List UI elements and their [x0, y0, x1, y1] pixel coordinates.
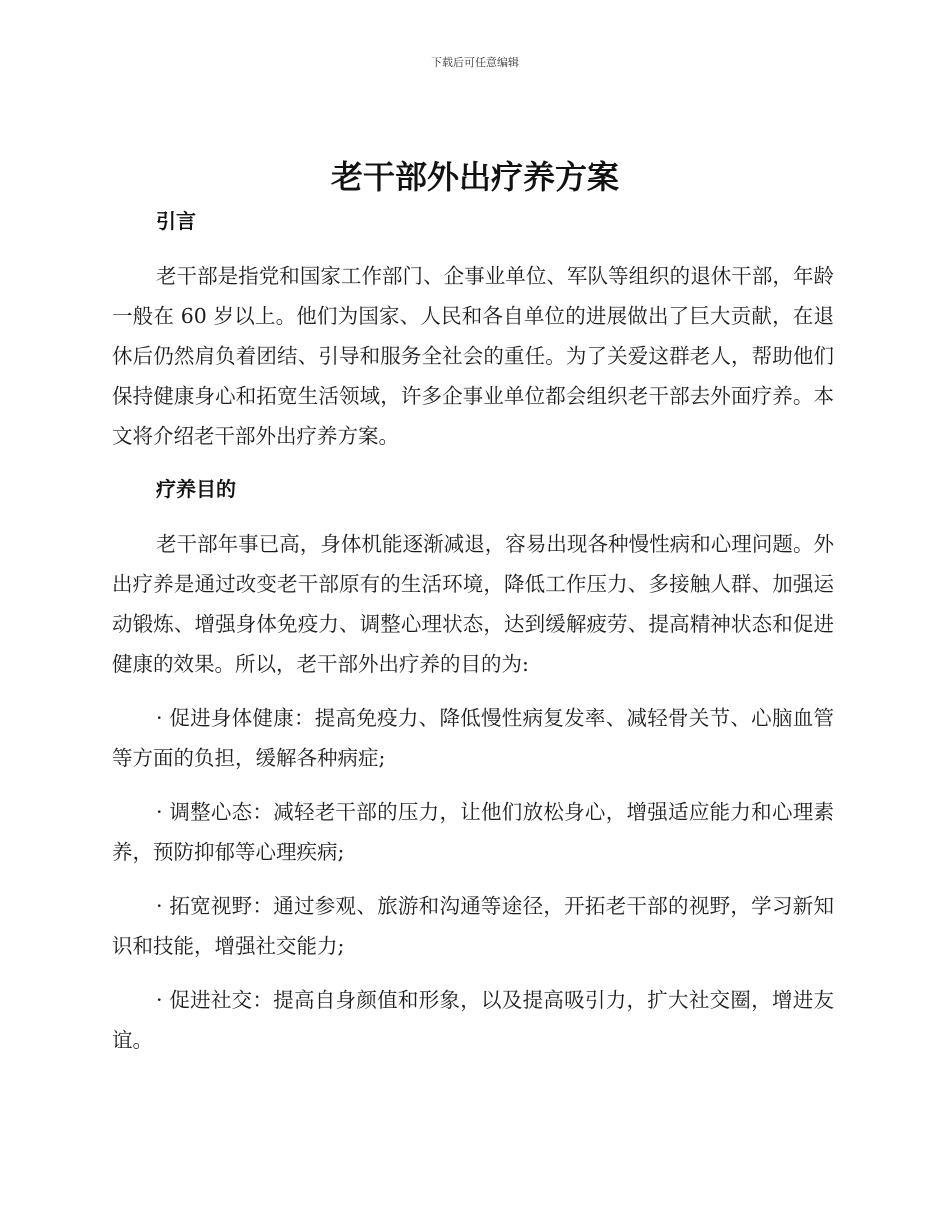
bullet-item-health: · 促进身体健康：提高免疫力、降低慢性病复发率、减轻骨关节、心脑血管等方面的负担，缓解各种病症;: [112, 706, 834, 770]
intro-paragraph: 老干部是指党和国家工作部门、企事业单位、军队等组织的退休干部，年龄一般在 60 岁以上。他们为国家、人民和各自单位的进展做出了巨大贡献，在退休后仍然肩负着团结、引导和服务全社会的重任。为了关爱这群老人，帮助他们保持健康身心和拓宽生活领域，许多企事业单位都会组织老干部去外面疗养。本文将介绍老干部外出疗养方案。: [112, 264, 834, 448]
bullet-item-horizons: · 拓宽视野：通过参观、旅游和沟通等途径，开拓老干部的视野，学习新知识和技能，增强社交能力;: [112, 894, 834, 958]
header-note: 下载后可任意编辑: [431, 56, 519, 69]
purpose-paragraph: 老干部年事已高，身体机能逐渐减退，容易出现各种慢性病和心理问题。外出疗养是通过改变老干部原有的生活环境，降低工作压力、多接触人群、加强运动锻炼、增强身体免疫力、调整心理状态，达到缓解疲劳、提高精神状态和促进健康的效果。所以，老干部外出疗养的目的为:: [112, 532, 834, 676]
document-body: [112, 200, 834, 1060]
document-title: 老干部外出疗养方案: [330, 158, 619, 196]
bullet-item-mindset: · 调整心态：减轻老干部的压力，让他们放松身心，增强适应能力和心理素养，预防抑郁等心理疾病;: [112, 800, 834, 864]
bullet-item-social: · 促进社交：提高自身颜值和形象，以及提高吸引力，扩大社交圈，增进友谊。: [112, 988, 834, 1052]
section-heading-purpose: 疗养目的: [156, 477, 236, 501]
section-heading-intro: 引言: [156, 209, 196, 233]
